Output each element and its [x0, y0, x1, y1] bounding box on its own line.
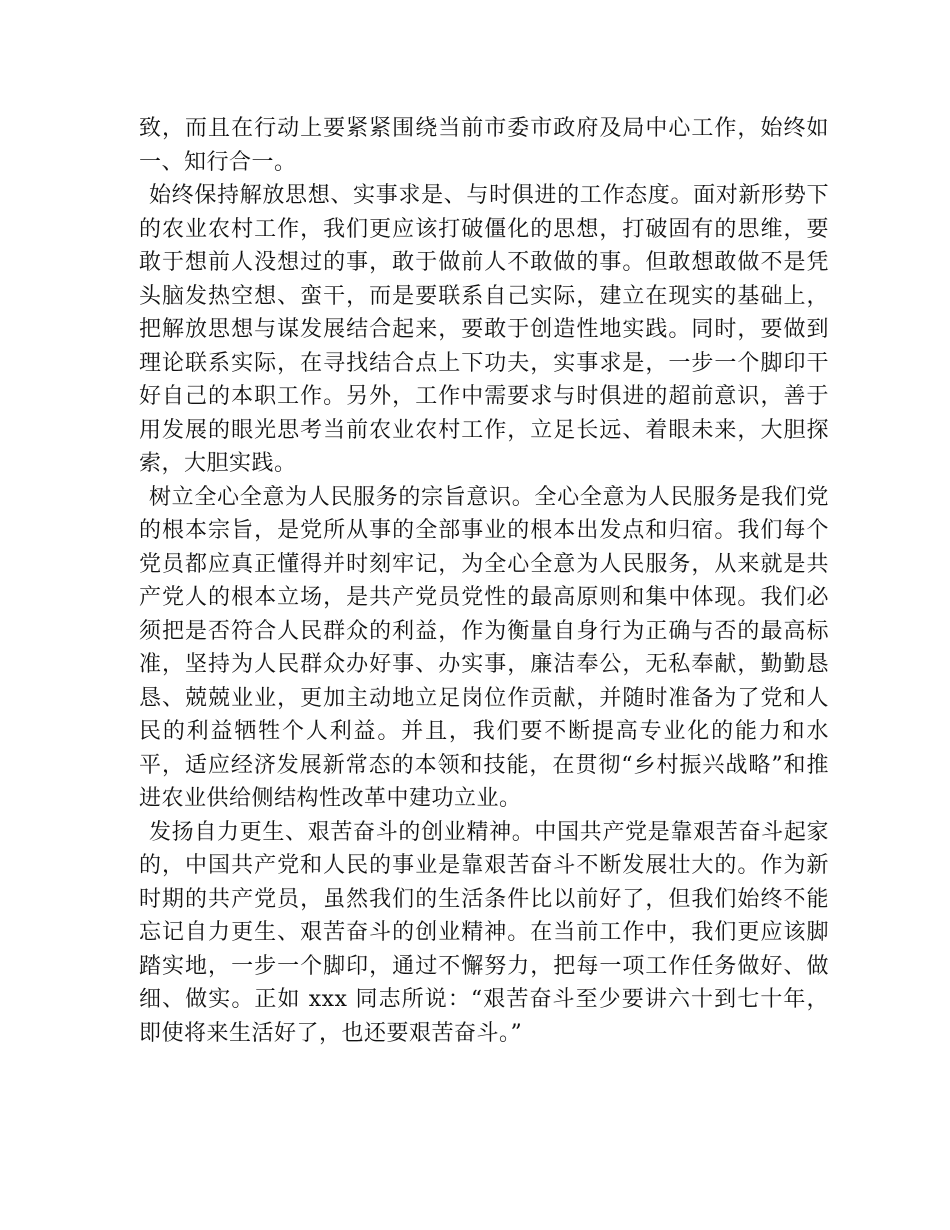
- paragraph-hard-work: 发扬自力更生、艰苦奋斗的创业精神。中国共产党是靠艰苦奋斗起家的，中国共产党和人民的事业是靠艰苦奋斗不断发展壮大的。作为新时期的共产党员，虽然我们的生活条件比以前好了，但我们始终不能忘记自力更生、艰苦奋斗的创业精神。在当前工作中，我们更应该脚踏实地，一步一个脚印，通过不懈努力，把每一项工作任务做好、做细、做实。正如 xxx 同志所说：“艰苦奋斗至少要讲六十到七十年，即使将来生活好了，也还要艰苦奋斗。”: [139, 819, 829, 1046]
- paragraph-serve-people: 树立全心全意为人民服务的宗旨意识。全心全意为人民服务是我们党的根本宗旨，是党所从事的全部事业的根本出发点和归宿。我们每个党员都应真正懂得并时刻牢记，为全心全意为人民服务，从来就是共产党人的根本立场，是共产党员党性的最高原则和集中体现。我们必须把是否符合人民群众的利益，作为衡量自身行为正确与否的最高标准，坚持为人民群众办好事、办实事，廉洁奉公，无私奉献，勤勤恳恳、兢兢业业，更加主动地立足岗位作贡献，并随时准备为了党和人民的利益牺牲个人利益。并且，我们要不断提高专业化的能力和水平，适应经济发展新常态的本领和技能，在贯彻“乡村振兴战略”和推进农业供给侧结构性改革中建功立业。: [139, 484, 829, 811]
- paragraph-continuation: 致，而且在行动上要紧紧围绕当前市委市政府及局中心工作，始终如一、知行合一。: [139, 116, 829, 175]
- document-page: [139, 112, 829, 1050]
- paragraph-emancipate-mind: 始终保持解放思想、实事求是、与时俱进的工作态度。面对新形势下的农业农村工作，我们更应该打破僵化的思想，打破固有的思维，要敢于想前人没想过的事，敢于做前人不敢做的事。但敢想敢做不是凭头脑发热空想、蛮干，而是要联系自己实际，建立在现实的基础上，把解放思想与谋发展结合起来，要敢于创造性地实践。同时，要做到理论联系实际，在寻找结合点上下功夫，实事求是，一步一个脚印干好自己的本职工作。另外，工作中需要求与时俱进的超前意识，善于用发展的眼光思考当前农业农村工作，立足长远、着眼未来，大胆探索，大胆实践。: [139, 183, 829, 476]
